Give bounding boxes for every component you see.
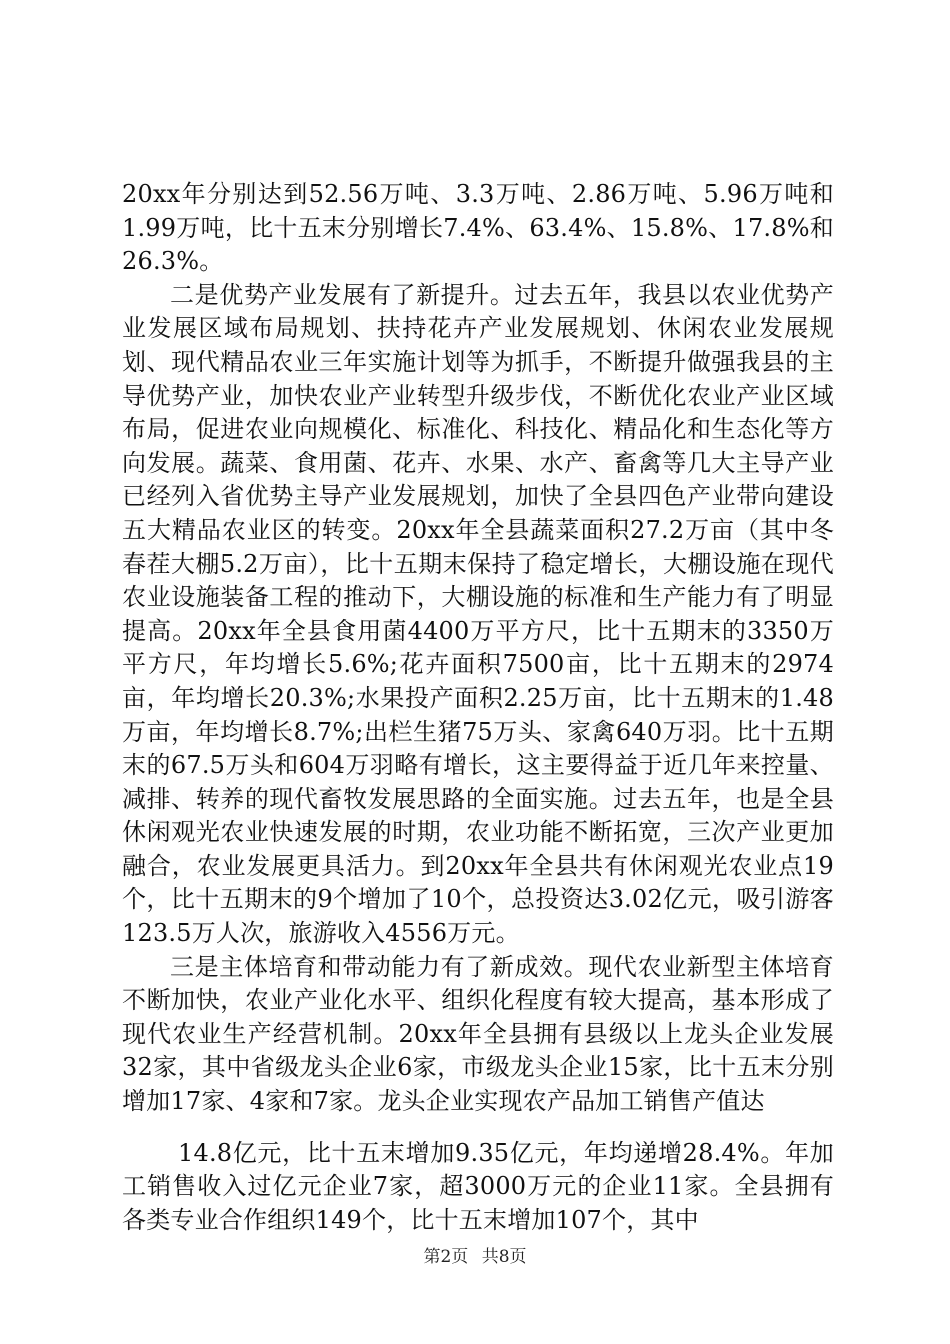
- paragraph-processing-revenue: 14.8亿元，比十五末增加9.35亿元，年均递增28.4%。年加工销售收入过亿元企业7家，超3000万元的企业11家。全县拥有各类专业合作组织149个，比十五末增加107个，其中: [122, 1138, 834, 1234]
- paragraph-main-entities: 三是主体培育和带动能力有了新成效。现代农业新型主体培育不断加快，农业产业化水平、组织化程度有较大提高，基本形成了现代农业生产经营机制。20xx年全县拥有县级以上龙头企业发展32家，其中省级龙头企业6家，市级龙头企业15家，比十五末分别增加17家、4家和7家。龙头企业实现农产品加工销售产值达: [122, 952, 834, 1116]
- page-number-total: 共8页: [481, 1247, 527, 1267]
- paragraph-advantage-industries: 二是优势产业发展有了新提升。过去五年，我县以农业优势产业发展区域布局规划、扶持花卉产业发展规划、休闲农业发展规划、现代精品农业三年实施计划等为抓手，不断提升做强我县的主导优势产业，加快农业产业转型升级步伐，不断优化农业产业区域布局，促进农业向规模化、标准化、科技化、精品化和生态化等方向发展。蔬菜、食用菌、花卉、水果、水产、畜禽等几大主导产业已经列入省优势主导产业发展规划，加快了全县四色产业带向建设五大精品农业区的转变。20xx年全县蔬菜面积27.2万亩（其中冬春茬大棚5.2万亩），比十五期末保持了稳定增长，大棚设施在现代农业设施装备工程的推动下，大棚设施的标准和生产能力有了明显提高。20xx年全县食用菌4400万平方尺，比十五期末的3350万平方尺，年均增长5.6%;花卉面积7500亩，比十五期末的2974亩，年均增长20.3%;水果投产面积2.25万亩，比十五期末的1.48万亩，年均增长8.7%;出栏生猪75万头、家禽640万羽。比十五期末的67.5万头和604万羽略有增长，这主要得益于近几年来控量、减排、转养的现代畜牧发展思路的全面实施。过去五年，也是全县休闲观光农业快速发展的时期，农业功能不断拓宽，三次产业更加融合，农业发展更具活力。到20xx年全县共有休闲观光农业点19个，比十五期末的9个增加了10个，总投资达3.02亿元，吸引游客123.5万人次，旅游收入4556万元。: [122, 280, 834, 948]
- document-body: [122, 178, 834, 1237]
- page-footer: [0, 1246, 950, 1268]
- paragraph-continued: 20xx年分别达到52.56万吨、3.3万吨、2.86万吨、5.96万吨和1.99万吨，比十五末分别增长7.4%、63.4%、15.8%、17.8%和26.3%。: [122, 180, 834, 276]
- page-number-current: 第2页: [423, 1247, 469, 1267]
